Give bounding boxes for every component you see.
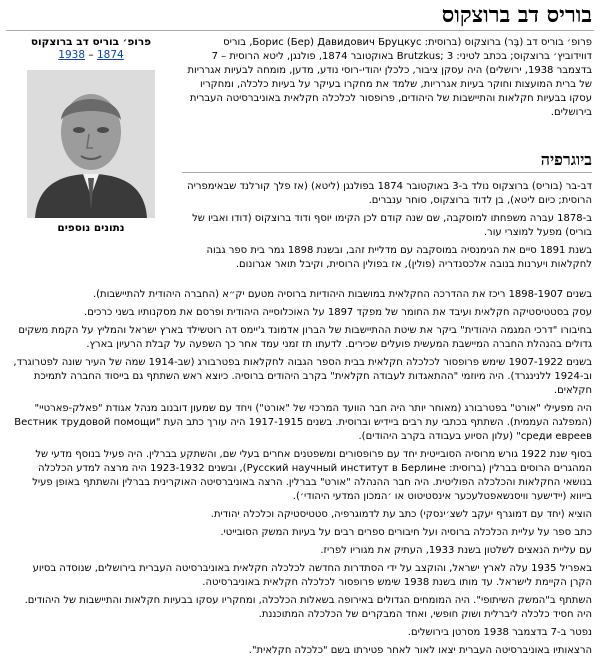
bio-paragraph: נפטר ב-7 בדצמבר 1938 מסרטן בירושלים. — [407, 627, 592, 638]
bio-paragraph: כתב ספר על עליית הכלכלה ברוסיה ועל חיבורים ספרים רבים על בעיות המשק הסובייטי. — [220, 527, 592, 538]
portrait-image — [27, 70, 155, 218]
bio-paragraph: בסוף שנת 1922 גורש מרוסיה הסובייטית יחד עם פרופסורים ומשפטנים אחרים בעלי שם, והשתקע בברלין. היה פעיל בנוסף מדעי של המהגרים הרוסים בברלין (ברוסית: Русский научный институт в Берлине), ובשנים 1923-1932 היה מרצה למדע הכלכלה בנושאי החקלאות והכלכלה הפוליטית. היה חבר ההנהלה "אורט" בברלין. הרצה באוניברסיטה האוקרינית בברלין והשתתף באופן פעיל בייווא (יידישער וויסנשאפטלעכער אינסטיטוט או ׳המכון המדעי היהודי׳). — [32, 449, 592, 502]
bio-paragraph: עסק בסטטיסטיקה חקלאית ועיבד את החומר של מפקד 1897 על האוכלוסייה היהודית ופרסם את מסקנותיו בשני כרכים. — [84, 307, 592, 318]
death-year-link[interactable]: 1938 — [58, 49, 86, 61]
birth-year-link[interactable]: 1874 — [96, 49, 124, 61]
more-info-label[interactable]: נתונים נוספים — [57, 222, 125, 234]
bio-paragraph: בשנת 1891 סיים את הגימנסיה במוסקבה עם מדליית זהב, ובשנת 1898 גמר בית ספר גבוה לחקלאות ויערנות בנובה אלכסנדריה (פולין), אז בפולין הרוסית, וקיבל תואר אגרונום. — [206, 245, 592, 270]
bio-paragraph: דב-בר (בוריס) ברוצקוס נולד ב-3 באוקטובר 1874 בפולנגן (ליטא) (אז פלך קורלנד שבאימפריה הרוסית; כיום ליטא), בן לדוד ברוצקוס, סוחר ענברים. — [187, 181, 592, 206]
dates-dash: – — [88, 49, 94, 61]
page-title: בוריס דב ברוצקוס — [441, 2, 592, 28]
title-divider — [6, 30, 594, 31]
bio-paragraph: באפריל 1935 עלה לארץ ישראל, והוקצב על ידי הסתדרות החדשה לכלכלה חקלאית באוניברסיטה העברית בירושלים, שנוסדה בסיוע הקרן הקיימת לישראל. עד מותו בשנת 1938 שימש פרופסור לכלכלה חקלאית באוניברסיטה. — [32, 563, 592, 588]
infobox-dates — [8, 49, 174, 62]
bio-paragraph: עם עליית הנאצים לשלטון בשנת 1933, העתיק את מגוריו לפריז. — [320, 545, 592, 556]
bio-paragraph: היה מפעילי "אורט" בפטרבורג (מאוחר יותר היה חבר הוועד המרכזי של "אורט") ויחד עם שמעון דובנוב מנהל אגודת "פאלק-פארטיי" (המפלגה העממית). השתתף בכתבי עת רבים ביידיש וברוסית. בשנים 1917-1915 היה עורך כתב העת "Вестник трудовой помощи среди евреев" (עלון הסיוע בעבודה בקרב היהודים). — [14, 403, 592, 442]
section-heading-biography: ביוגרפיה — [182, 150, 592, 173]
bio-paragraph: הרצאותיו באוניברסיטה העברית יצאו לאור לאחר פטירתו בשם "כלכלה חקלאית". — [248, 645, 592, 656]
infobox — [8, 36, 174, 235]
bio-paragraph: השתתף ב"המשק השיתופי". היה המומחים הגדולים באירופה בשאלות הכלכלה, ומחקריו עסקו בבעיות חקלאות והתיישבות של היהודים. היה חסיד כלכלה ליברלית ושוק חופשי, ואחד המבקרים של הכלכלה המתוכננת. — [24, 595, 592, 620]
bio-paragraph: בשנים 1898-1907 ריכז את ההדרכה החקלאית במושבות היהודיות ברוסיה מטעם יק״א (החברה היהודית להתיישבות). — [92, 289, 592, 300]
lead-paragraph: פרופ׳ בוריס דב (בֶּר) ברוצקוס (ברוסית: Борис (Бер) Давидович Бруцкус, בוריס דווידוביץ׳ ברוצקוס; בכתב לטיני: Brutzkus; 3 באוקטובר 1874, פולנגן, ליטא הרוסית – 7 בדצמבר 1938, ירושלים) היה עסקן ציבור, כלכלן יהודי-רוסי נודע, מדען, מומחה לבעיות אגרריות של ברית המועצות וחוקר בעיות אגרריות, שלמד את מחקרו בעיקר על בעיות כלכלה, ומחקריו עסקו בבעיות חקלאות והתיישבות של היהודים, פרופסור לכלכלה חקלאית באוניברסיטה העברית בירושלים. — [187, 37, 592, 118]
bio-wide-column — [8, 288, 592, 662]
bio-narrow-column — [182, 180, 592, 276]
portrait-photo[interactable] — [27, 70, 155, 218]
bio-paragraph: בשנים 1907-1922 שימש פרופסור לכלכלה חקלאית בבית הספר הגבוה לחקלאות בפטרבורג (שב-1914 שמה של העיר שונה לפטרוגרד, וב-1924 ללנינגרד). היה מיוזמי "ההתאגדות לעבודה חקלאית" בקרב היהודים ברוסיה. כיוצא ראש השתתף גם בייסוד החברה לתמיכת חקלאים. — [13, 357, 592, 396]
bio-paragraph: בחיבורו "דרכי המגמה היהודית" ביקר את שיטת ההתיישבות של הברון אדמונד ג'יימס דה רוטשילד בארץ ישראל והמליץ על הקמת משקים גדולים בהנהלת החברה המיישבת המעשית פועלים שכירים. לדעתו תז זמני עמד אחר כך השפעה על קבלת הרעיון בארץ. — [18, 325, 592, 350]
bio-paragraph: הוציא (יחד עם דמוגרף יעקב לשצ׳ינסקי) כתב עת לדמוגרפיה, סטטיסטיקה וכלכלה יהודית. — [210, 509, 592, 520]
infobox-caption: פרופ׳ בוריס דב ברוצקוס — [30, 36, 152, 48]
bio-paragraph: ב-1878 עברה משפחתו למוסקבה, שם שנה קודם לכן הקימו יוסף ודוד ברוצקוס (דודו ואביו של בוריס) מפעל למוצרי עור. — [192, 213, 592, 238]
